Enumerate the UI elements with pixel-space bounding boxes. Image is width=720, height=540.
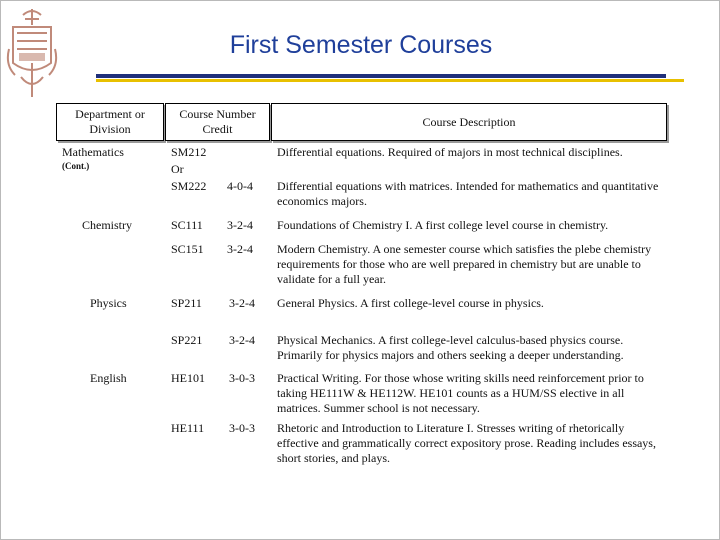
course-description: Differential equations with matrices. Intended for mathematics and quantitative economics majors. xyxy=(277,179,659,208)
header-department: Department or Division xyxy=(56,103,164,141)
course-description: Rhetoric and Introduction to Literature I. Stresses writing of rhetorically effective and grammatically correct expository prose. Reading includes essays, short stories, and plays. xyxy=(277,421,656,465)
course-credit: 4-0-4 xyxy=(227,179,253,193)
dept-chemistry: Chemistry xyxy=(82,218,132,232)
title-rule-blue xyxy=(96,74,666,78)
course-credit: 3-2-4 xyxy=(229,296,255,310)
course-number: SM212 xyxy=(171,145,207,159)
course-number: SC151 xyxy=(171,242,204,256)
dept-english: English xyxy=(90,371,127,385)
course-credit: 3-2-4 xyxy=(227,218,253,232)
course-number: SC111 xyxy=(171,218,203,232)
course-description: Differential equations. Required of majors in most technical disciplines. xyxy=(277,145,623,159)
course-number: SP211 xyxy=(171,296,202,310)
course-credit: 3-0-3 xyxy=(229,371,255,385)
course-description: General Physics. A first college-level course in physics. xyxy=(277,296,544,310)
naval-academy-seal-icon xyxy=(5,5,59,103)
course-number: SP221 xyxy=(171,333,203,347)
course-description: Physical Mechanics. A first college-level calculus-based physics course. Primarily for physics majors and others seeking a deeper understanding. xyxy=(277,333,624,362)
dept-mathematics-note: (Cont.) xyxy=(62,161,90,171)
course-description: Practical Writing. For those whose writing skills need reinforcement prior to taking HE111W & HE112W. HE101 counts as a HUM/SS elective in all matrices. Summer school is not necessary. xyxy=(277,371,644,415)
course-number: HE101 xyxy=(171,371,205,385)
header-description: Course Description xyxy=(271,103,667,141)
dept-physics: Physics xyxy=(90,296,127,310)
course-credit: 3-2-4 xyxy=(227,242,253,256)
page-title: First Semester Courses xyxy=(229,31,493,59)
title-rule-gold xyxy=(96,79,684,82)
header-course-number: Course Number Credit xyxy=(165,103,270,141)
course-credit: 3-0-3 xyxy=(229,421,255,435)
course-number-or: Or xyxy=(171,162,184,176)
course-credit: 3-2-4 xyxy=(229,333,255,347)
course-description: Foundations of Chemistry I. A first college level course in chemistry. xyxy=(277,218,609,232)
dept-mathematics: Mathematics xyxy=(62,145,124,159)
course-number-alt: SM222 xyxy=(171,179,207,193)
course-description: Modern Chemistry. A one semester course which satisfies the plebe chemistry requirements for those who are well prepared in chemistry but are unable to validate for a full year. xyxy=(277,242,652,286)
course-number: HE111 xyxy=(171,421,205,435)
